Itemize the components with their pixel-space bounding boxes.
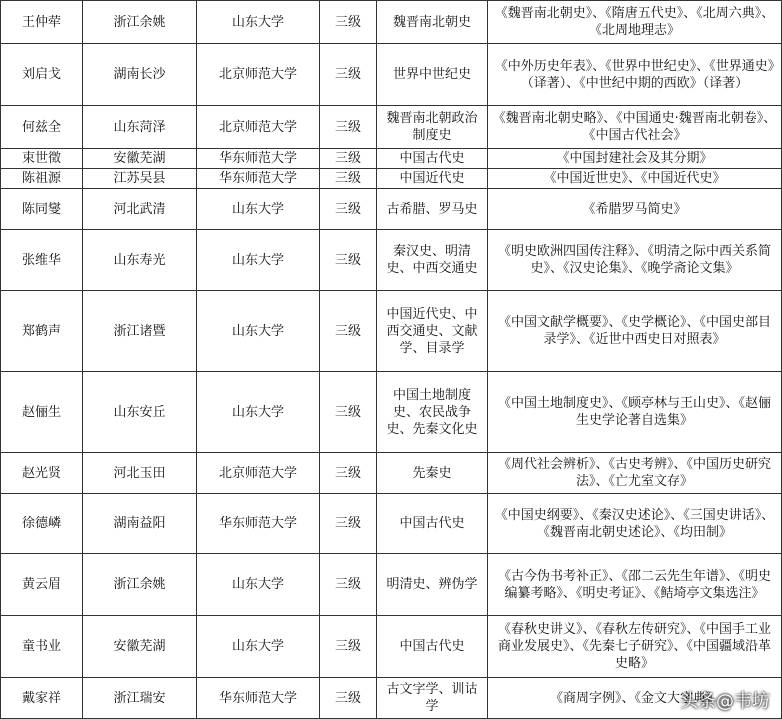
field-cell: 先秦史 <box>377 453 488 494</box>
table-row <box>1 494 782 554</box>
field-cell: 魏晋南北朝史 <box>377 1 488 44</box>
name-cell: 郑鹤声 <box>1 291 83 372</box>
name-cell: 黄云眉 <box>1 554 83 616</box>
institution-cell: 北京师范大学 <box>197 453 320 494</box>
origin-cell: 山东菏泽 <box>83 106 197 149</box>
watermark-text: 头条@韦坊 <box>680 691 770 712</box>
field-cell: 古希腊、罗马史 <box>377 189 488 230</box>
table-row <box>1 230 782 291</box>
level-cell: 三级 <box>320 230 377 291</box>
level-cell: 三级 <box>320 149 377 169</box>
table-row <box>1 169 782 189</box>
origin-cell: 河北武清 <box>83 189 197 230</box>
field-cell: 明清史、辨伪学 <box>377 554 488 616</box>
level-cell: 三级 <box>320 106 377 149</box>
name-cell: 何兹全 <box>1 106 83 149</box>
level-cell: 三级 <box>320 494 377 554</box>
table-row <box>1 453 782 494</box>
origin-cell: 浙江瑞安 <box>83 678 197 719</box>
institution-cell: 山东大学 <box>197 189 320 230</box>
works-cell: 《中国近世史》、《中国近代史》 <box>488 169 782 189</box>
level-cell: 三级 <box>320 372 377 453</box>
table-row <box>1 1 782 44</box>
works-cell: 《中国史纲要》、《秦汉史述论》、《三国史讲话》、《魏晋南北朝史述论》、《均田制》 <box>488 494 782 554</box>
institution-cell: 华东师范大学 <box>197 149 320 169</box>
origin-cell: 安徽芜湖 <box>83 616 197 678</box>
institution-cell: 华东师范大学 <box>197 678 320 719</box>
name-cell: 束世徵 <box>1 149 83 169</box>
name-cell: 陈同燮 <box>1 189 83 230</box>
table-row <box>1 106 782 149</box>
works-cell: 《中国封建社会及其分期》 <box>488 149 782 169</box>
institution-cell: 山东大学 <box>197 230 320 291</box>
level-cell: 三级 <box>320 189 377 230</box>
level-cell: 三级 <box>320 678 377 719</box>
table-row <box>1 678 782 719</box>
field-cell: 中国古代史 <box>377 149 488 169</box>
level-cell: 三级 <box>320 169 377 189</box>
field-cell: 中国近代史 <box>377 169 488 189</box>
works-cell: 《商周字例》、《金文大字典》 <box>488 678 782 719</box>
origin-cell: 浙江诸暨 <box>83 291 197 372</box>
institution-cell: 华东师范大学 <box>197 169 320 189</box>
works-cell: 《春秋史讲义》、《春秋左传研究》、《中国手工业商业发展史》、《先秦七子研究》、《中国疆域沿革史略》 <box>488 616 782 678</box>
field-cell: 中国土地制度史、农民战争史、先秦文化史 <box>377 372 488 453</box>
origin-cell: 山东寿光 <box>83 230 197 291</box>
institution-cell: 北京师范大学 <box>197 106 320 149</box>
name-cell: 徐德嶙 <box>1 494 83 554</box>
level-cell: 三级 <box>320 453 377 494</box>
name-cell: 戴家祥 <box>1 678 83 719</box>
table-row <box>1 616 782 678</box>
institution-cell: 山东大学 <box>197 372 320 453</box>
table-row <box>1 189 782 230</box>
field-cell: 魏晋南北朝政治制度史 <box>377 106 488 149</box>
origin-cell: 湖南长沙 <box>83 44 197 106</box>
works-cell: 《古今伪书考补正》、《邵二云先生年谱》、《明史编纂考略》、《明史考证》、《鲒埼亭文集选注》 <box>488 554 782 616</box>
origin-cell: 浙江余姚 <box>83 554 197 616</box>
origin-cell: 河北玉田 <box>83 453 197 494</box>
name-cell: 童书业 <box>1 616 83 678</box>
level-cell: 三级 <box>320 554 377 616</box>
institution-cell: 山东大学 <box>197 554 320 616</box>
table-row <box>1 372 782 453</box>
level-cell: 三级 <box>320 616 377 678</box>
origin-cell: 浙江余姚 <box>83 1 197 44</box>
works-cell: 《希腊罗马简史》 <box>488 189 782 230</box>
table-row <box>1 554 782 616</box>
name-cell: 陈祖源 <box>1 169 83 189</box>
works-cell: 《中国土地制度史》、《顾亭林与王山史》、《赵俪生史学论著自选集》 <box>488 372 782 453</box>
name-cell: 赵光贤 <box>1 453 83 494</box>
works-cell: 《中外历史年表》、《世界中世纪史》、《世界通史》（译著）、《中世纪中期的西欧》（译著） <box>488 44 782 106</box>
institution-cell: 山东大学 <box>197 1 320 44</box>
institution-cell: 山东大学 <box>197 616 320 678</box>
level-cell: 三级 <box>320 1 377 44</box>
origin-cell: 山东安丘 <box>83 372 197 453</box>
institution-cell: 华东师范大学 <box>197 494 320 554</box>
works-cell: 《中国文献学概要》、《史学概论》、《中国史部目录学》、《近世中西史日对照表》 <box>488 291 782 372</box>
works-cell: 《魏晋南北朝史》、《隋唐五代史》、《北周六典》、《北周地理志》 <box>488 1 782 44</box>
table-row <box>1 44 782 106</box>
institution-cell: 北京师范大学 <box>197 44 320 106</box>
origin-cell: 湖南益阳 <box>83 494 197 554</box>
field-cell: 中国古代史 <box>377 494 488 554</box>
field-cell: 世界中世纪史 <box>377 44 488 106</box>
field-cell: 中国古代史 <box>377 616 488 678</box>
field-cell: 古文字学、训诂学 <box>377 678 488 719</box>
name-cell: 刘启戈 <box>1 44 83 106</box>
field-cell: 中国近代史、中西交通史、文献学、目录学 <box>377 291 488 372</box>
works-cell: 《周代社会辨析》、《古史考辨》、《中国历史研究法》、《亡尤室文存》 <box>488 453 782 494</box>
table-row <box>1 291 782 372</box>
level-cell: 三级 <box>320 44 377 106</box>
works-cell: 《明史欧洲四国传注释》、《明清之际中西关系简史》、《汉史论集》、《晚学斋论文集》 <box>488 230 782 291</box>
field-cell: 秦汉史、明清史、中西交通史 <box>377 230 488 291</box>
table-row <box>1 149 782 169</box>
works-cell: 《魏晋南北朝史略》、《中国通史·魏晋南北朝卷》、《中国古代社会》 <box>488 106 782 149</box>
origin-cell: 安徽芜湖 <box>83 149 197 169</box>
name-cell: 王仲荦 <box>1 1 83 44</box>
institution-cell: 山东大学 <box>197 291 320 372</box>
name-cell: 赵俪生 <box>1 372 83 453</box>
name-cell: 张维华 <box>1 230 83 291</box>
level-cell: 三级 <box>320 291 377 372</box>
table-body <box>1 1 782 719</box>
origin-cell: 江苏吴县 <box>83 169 197 189</box>
